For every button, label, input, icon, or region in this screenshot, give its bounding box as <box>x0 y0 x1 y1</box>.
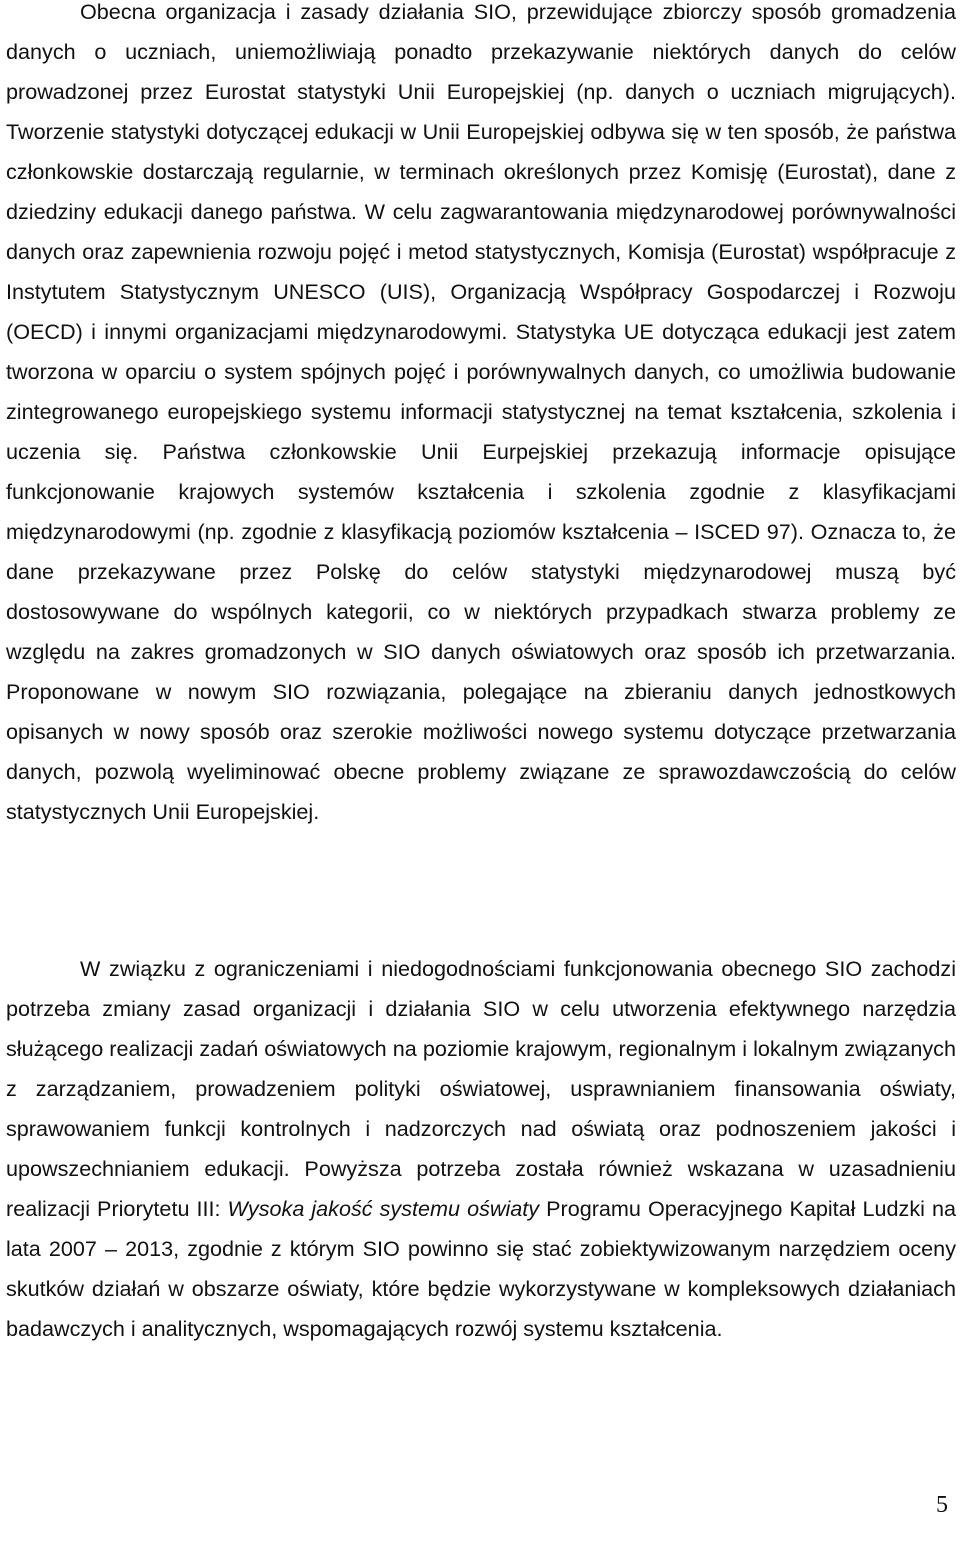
body-paragraph-2 <box>6 949 956 1349</box>
body-paragraph-1: Obecna organizacja i zasady działania SIO, przewidujące zbiorczy sposób gromadzenia danych o uczniach, uniemożliwiają ponadto przekazywanie niektórych danych do celów prowadzonej przez Eurostat statystyki Unii Europejskiej (np. danych o uczniach migrujących). Tworzenie statystyki dotyczącej edukacji w Unii Europejskiej odbywa się w ten sposób, że państwa członkowskie dostarczają regularnie, w terminach określonych przez Komisję (Eurostat), dane z dziedziny edukacji danego państwa. W celu zagwarantowania międzynarodowej porównywalności danych oraz zapewnienia rozwoju pojęć i metod statystycznych, Komisja (Eurostat) współpracuje z Instytutem Statystycznym UNESCO (UIS), Organizacją Współpracy Gospodarczej i Rozwoju (OECD) i innymi organizacjami międzynarodowymi. Statystyka UE dotycząca edukacji jest zatem tworzona w oparciu o system spójnych pojęć i porównywalnych danych, co umożliwia budowanie zintegrowanego europejskiego systemu informacji statystycznej na temat kształcenia, szkolenia i uczenia się. Państwa członkowskie Unii Eurpejskiej przekazują informacje opisujące funkcjonowanie krajowych systemów kształcenia i szkolenia zgodnie z klasyfikacjami międzynarodowymi (np. zgodnie z klasyfikacją poziomów kształcenia – ISCED 97). Oznacza to, że dane przekazywane przez Polskę do celów statystyki międzynarodowej muszą być dostosowywane do wspólnych kategorii, co w niektórych przypadkach stwarza problemy ze względu na zakres gromadzonych w SIO danych oświatowych oraz sposób ich przetwarzania. Proponowane w nowym SIO rozwiązania, polegające na zbieraniu danych jednostkowych opisanych w nowy sposób oraz szerokie możliwości nowego systemu dotyczące przetwarzania danych, pozwolą wyeliminować obecne problemy związane ze sprawozdawczością do celów statystycznych Unii Europejskiej. <box>6 0 956 824</box>
priority-title-italic: Wysoka jakość systemu oświaty <box>227 1196 540 1221</box>
document-page <box>6 0 956 1545</box>
paragraph-2-text-end: Programu Operacyjnego Kapitał Ludzki na lata 2007 – 2013, zgodnie z którym SIO powinno się stać zobiektywizowanym narzędziem oceny skutków działań w obszarze oświaty, które będzie wykorzystywane w kompleksowych działaniach badawczych i analitycznych, wspomagających rozwój systemu kształcenia. <box>6 1196 957 1341</box>
page-number: 5 <box>936 1492 948 1518</box>
paragraph-2-text-start: W związku z ograniczeniami i niedogodnościami funkcjonowania obecnego SIO zachodzi potrzeba zmiany zasad organizacji i działania SIO w celu utworzenia efektywnego narzędzia służącego realizacji zadań oświatowych na poziomie krajowym, regionalnym i lokalnym związanych z zarządzaniem, prowadzeniem polityki oświatowej, usprawnianiem finansowania oświaty, sprawowaniem funkcji kontrolnych i nadzorczych nad oświatą oraz podnoszeniem jakości i upowszechnianiem edukacji. Powyższa potrzeba została również wskazana w uzasadnieniu realizacji Priorytetu III: <box>6 956 956 1221</box>
